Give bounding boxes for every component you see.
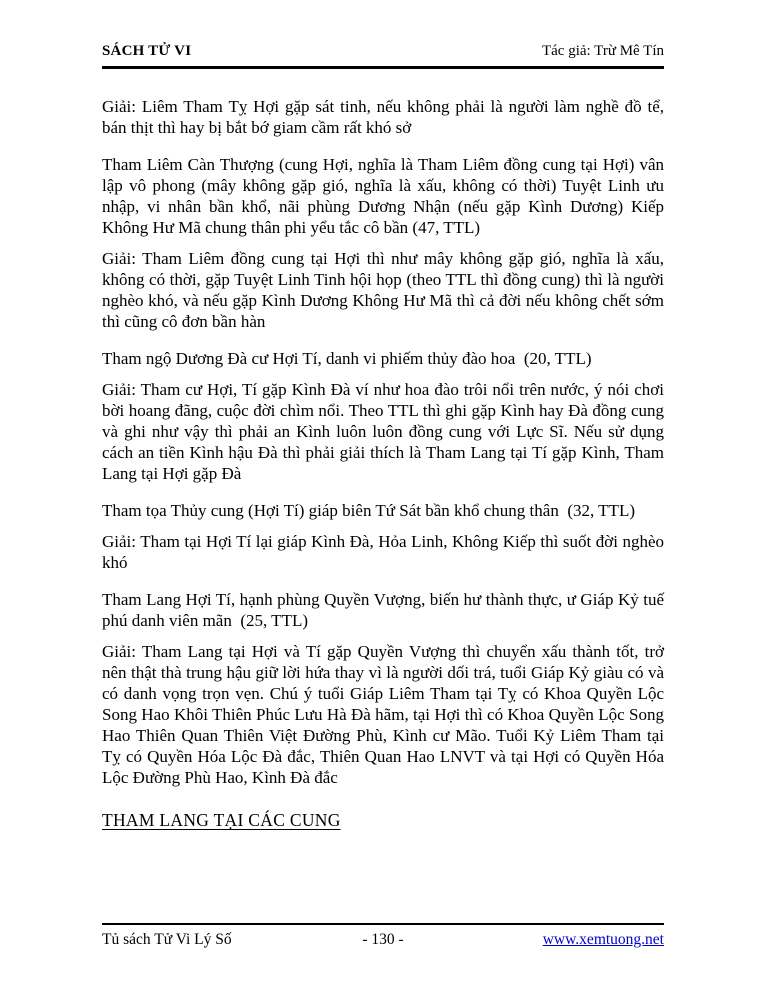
footer-page-number: - 130 - — [362, 931, 404, 948]
paragraph-giai-liem-tham: Giải: Liêm Tham Tỵ Hợi gặp sát tinh, nếu không phải là người làm nghề đồ tể, bán thịt thì hay bị bắt bớ giam cầm rất khó sở — [102, 97, 669, 137]
author-label: Tác giả: Trừ Mê Tín — [541, 43, 664, 59]
paragraph-giai-tham-liem: Giải: Tham Liêm đồng cung tại Hợi thì như mây không gặp gió, nghĩa là xấu, không có thời, gặp Tuyệt Linh Tinh hội họp (theo TTL thì đồng cung) thì là người nghèo khó, và nếu gặp Kình Dương Không Hư Mã thì cả đời nếu không chết sớm thì cũng cô đơn bần hàn — [102, 249, 669, 331]
paragraph-giai-tham-tai-hoi-ti: Giải: Tham tại Hợi Tí lại giáp Kình Đà, Hỏa Linh, Không Kiếp thì suốt đời nghèo khó — [102, 532, 669, 572]
paragraph-tham-toa-thuy-cung: Tham tọa Thủy cung (Hợi Tí) giáp biên Tứ Sát bần khổ chung thân (32, TTL) — [102, 501, 635, 520]
section-heading: THAM LANG TẠI CÁC CUNG — [102, 810, 341, 830]
footer-website-link[interactable]: www.xemtuong.net — [542, 931, 664, 948]
paragraph-tham-lang-hoi-ti: Tham Lang Hợi Tí, hạnh phùng Quyền Vượng, biến hư thành thực, ư Giáp Kỷ tuế phú danh viên mãn (25, TTL) — [102, 590, 669, 630]
paragraph-tham-liem-can-thuong: Tham Liêm Càn Thượng (cung Hợi, nghĩa là Tham Liêm đồng cung tại Hợi) vân lập vô phong (mây không gặp gió, nghĩa là xấu, không có thời) Tuyệt Linh ưu nhập, vi nhân bần khổ, nãi phùng Dương Nhận (nếu gặp Kình Dương) Kiếp Không Hư Mã chung thân phi yểu tắc cô bần (47, TTL) — [102, 155, 669, 237]
book-title: SÁCH TỬ VI — [102, 43, 192, 59]
page-header — [102, 42, 664, 69]
page-footer — [102, 923, 664, 950]
footer-series-title: Tủ sách Tử Vi Lý Số — [102, 931, 232, 948]
paragraph-giai-tham-cu-hoi-ti: Giải: Tham cư Hợi, Tí gặp Kình Đà ví như hoa đào trôi nổi trên nước, ý nói chơi bời hoang đãng, cuộc đời chìm nổi. Theo TTL thì ghi gặp Kình hay Đà đồng cung và ghi như vậy thì phải an Kình luôn luôn đồng cung với Lực Sĩ. Nếu sử dụng cách an tiền Kình hậu Đà thì phải giải thích là Tham Lang tại Tí gặp Kình, Tham Lang tại Hợi gặp Đà — [102, 380, 669, 483]
document-body — [102, 96, 669, 831]
paragraph-giai-tham-lang-quyen-vuong: Giải: Tham Lang tại Hợi và Tí gặp Quyền Vượng thì chuyển xấu thành tốt, trở nên thật thà trung hậu giữ lời hứa thay vì là người dối trá, tuổi Giáp Kỷ giàu có và có danh vọng trọn vẹn. Chú ý tuổi Giáp Liêm Tham tại Tỵ có Khoa Quyền Lộc Song Hao Khôi Thiên Phúc Lưu Hà Đà hãm, tại Hợi thì có Khoa Quyền Lộc Song Hao Thiên Quan Thiên Việt Đường Phù, Kình cư Mão. Tuổi Kỷ Liêm Tham tại Tỵ có Quyền Hóa Lộc Đà đắc, Thiên Quan Hao LNVT và tại Hợi có Quyền Hóa Lộc Đường Phù Hao, Kình Đà đắc — [102, 642, 669, 787]
paragraph-tham-ngo-duong-da: Tham ngộ Dương Đà cư Hợi Tí, danh vi phiếm thủy đào hoa (20, TTL) — [102, 349, 592, 368]
